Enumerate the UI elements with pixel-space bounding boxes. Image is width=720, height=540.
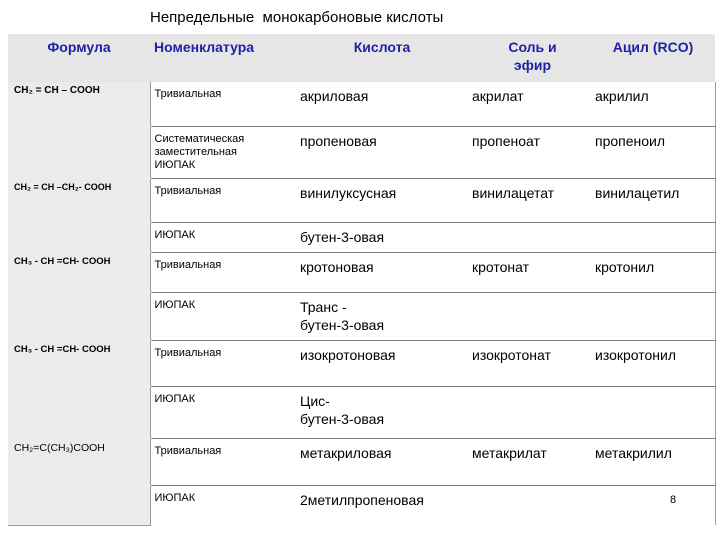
acid-cell: пропеновая bbox=[296, 126, 468, 178]
acid-cell: акриловая bbox=[296, 82, 468, 126]
salt-cell: кротонат bbox=[468, 252, 591, 292]
formula-text: CH₂=C(CH₃)COOH bbox=[14, 441, 105, 454]
salt-cell: изокротонат bbox=[468, 340, 591, 386]
header-acid: Кислота bbox=[296, 34, 468, 82]
acid-cell: 2метилпропеновая bbox=[300, 491, 424, 508]
nomenclature-cell: ИЮПАК bbox=[150, 222, 296, 252]
table-row bbox=[8, 438, 715, 485]
formula-cell bbox=[8, 126, 150, 178]
acyl-cell: изокротонил bbox=[591, 340, 715, 386]
acyl-cell: кротонил bbox=[591, 252, 715, 292]
nomenclature-cell: ИЮПАК bbox=[150, 386, 296, 438]
acyl-cell: акрилил bbox=[591, 82, 715, 126]
header-formula: Формула bbox=[8, 34, 150, 82]
page-number: 8 bbox=[670, 494, 677, 506]
formula-cell bbox=[8, 178, 150, 222]
acids-table bbox=[8, 34, 716, 526]
formula-text: CH₃ - CH =CH- COOH bbox=[14, 255, 111, 267]
acyl-cell: метакрилил bbox=[591, 438, 715, 485]
formula-text: CH₂ = CH – COOH bbox=[14, 85, 100, 96]
table-row bbox=[8, 178, 715, 222]
acyl-cell bbox=[591, 292, 715, 340]
table-row bbox=[8, 126, 715, 178]
acid-cell: винилуксусная bbox=[296, 178, 468, 222]
nomenclature-cell: Систематическая заместительная ИЮПАК bbox=[150, 126, 296, 178]
salt-cell bbox=[468, 222, 591, 252]
formula-cell bbox=[8, 438, 150, 485]
formula-cell bbox=[8, 292, 150, 340]
acyl-cell bbox=[591, 222, 715, 252]
salt-cell bbox=[468, 292, 591, 340]
nomenclature-cell: Тривиальная bbox=[150, 340, 296, 386]
formula-cell bbox=[8, 252, 150, 292]
table-row bbox=[8, 292, 715, 340]
header-salt: Соль и эфир bbox=[468, 34, 591, 82]
salt-cell: акрилат bbox=[468, 82, 591, 126]
acid-cell: бутен-3-овая bbox=[296, 222, 468, 252]
acid-cell: кротоновая bbox=[296, 252, 468, 292]
formula-cell bbox=[8, 340, 150, 386]
formula-cell bbox=[8, 82, 150, 126]
formula-text: CH₂ = CH –CH₂- COOH bbox=[14, 181, 112, 192]
nomenclature-cell: ИЮПАК bbox=[150, 485, 296, 525]
table-row bbox=[8, 222, 715, 252]
acid-cell: Транс - бутен-3-овая bbox=[296, 292, 468, 340]
formula-cell bbox=[8, 222, 150, 252]
acyl-cell bbox=[591, 485, 715, 525]
formula-text: CH₃ - CH =CH- COOH bbox=[14, 343, 111, 355]
table-row bbox=[8, 386, 715, 438]
formula-cell bbox=[8, 386, 150, 438]
salt-cell: метакрилат bbox=[468, 438, 591, 485]
formula-cell bbox=[8, 485, 150, 525]
header-nomenclature: Номенклатура bbox=[150, 34, 296, 82]
table-row bbox=[8, 82, 715, 126]
nomenclature-cell: Тривиальная bbox=[150, 178, 296, 222]
table-row bbox=[8, 340, 715, 386]
acyl-cell: винилацетил bbox=[591, 178, 715, 222]
table-header-row bbox=[8, 34, 715, 82]
acyl-cell bbox=[591, 386, 715, 438]
salt-cell bbox=[468, 386, 591, 438]
salt-cell: пропеноат bbox=[468, 126, 591, 178]
acid-cell: изокротоновая bbox=[296, 340, 468, 386]
acyl-cell: пропеноил bbox=[591, 126, 715, 178]
nomenclature-cell: ИЮПАК bbox=[150, 292, 296, 340]
nomenclature-cell: Тривиальная bbox=[150, 82, 296, 126]
table-row bbox=[8, 252, 715, 292]
slide-title: Непредельные монокарбоновые кислоты bbox=[150, 9, 444, 26]
acid-cell: Цис- бутен-3-овая bbox=[296, 386, 468, 438]
table-row bbox=[8, 485, 715, 525]
salt-cell bbox=[468, 485, 591, 525]
nomenclature-cell: Тривиальная bbox=[150, 438, 296, 485]
nomenclature-cell: Тривиальная bbox=[150, 252, 296, 292]
salt-cell: винилацетат bbox=[468, 178, 591, 222]
header-acyl: Ацил (RCO) bbox=[591, 34, 715, 82]
acid-cell: метакриловая bbox=[296, 438, 468, 485]
